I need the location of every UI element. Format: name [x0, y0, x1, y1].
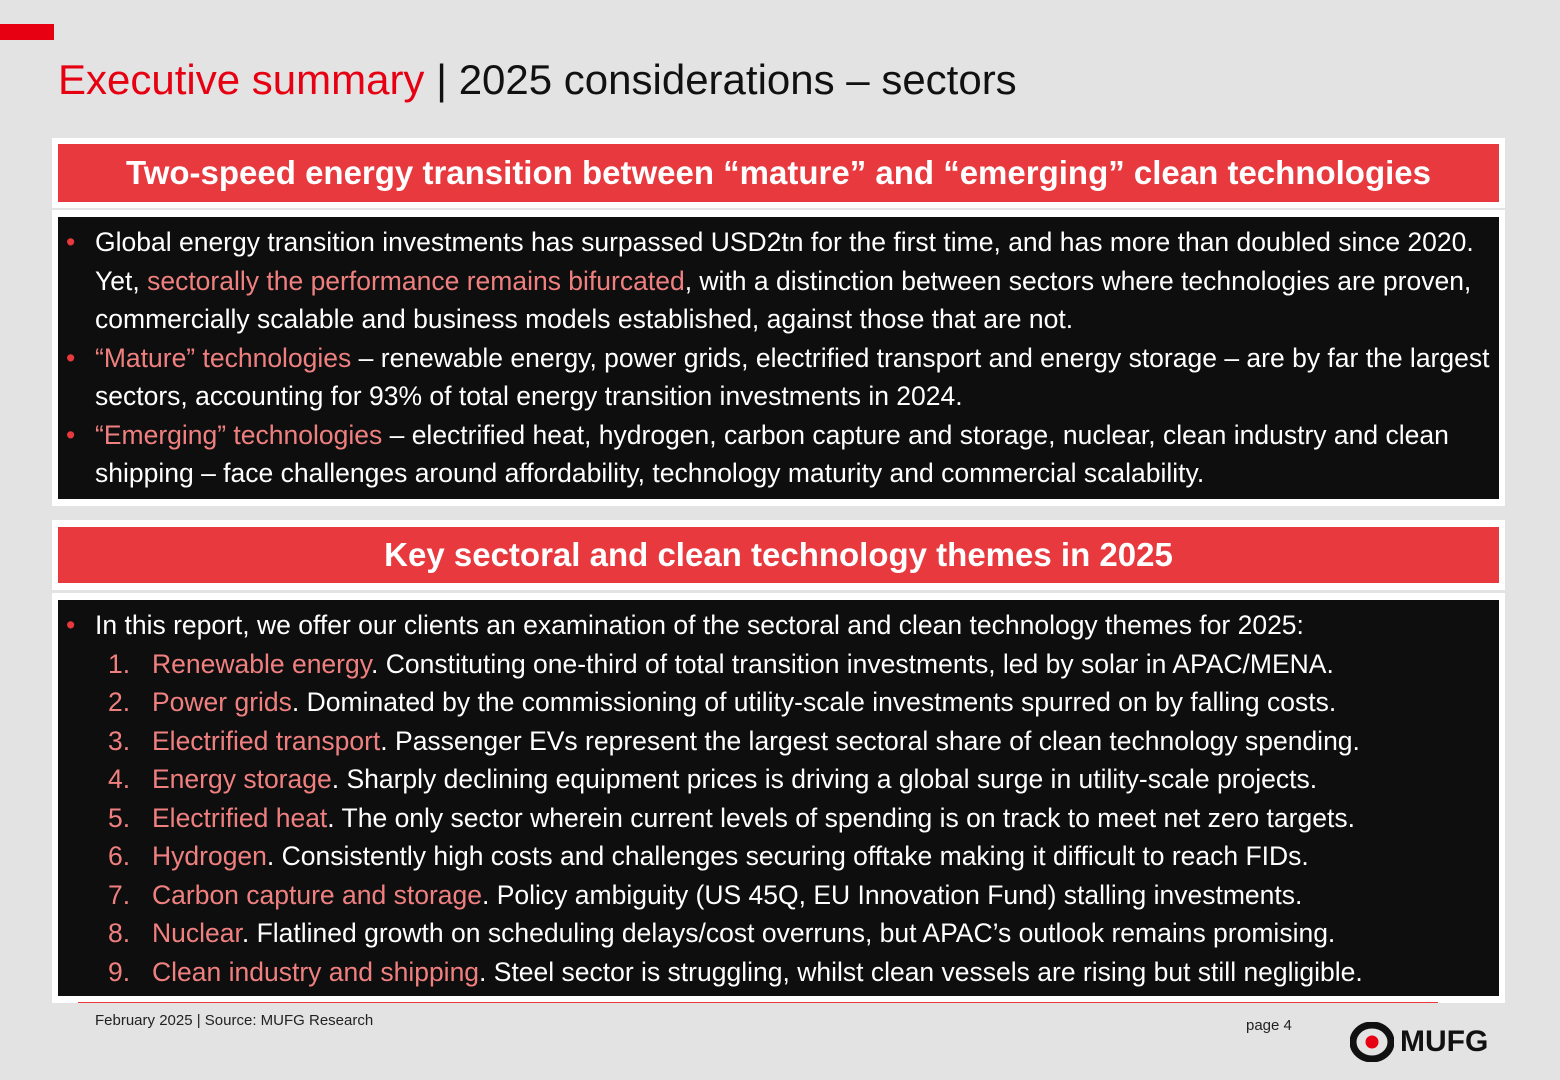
item-name: Nuclear — [152, 918, 242, 948]
footer-source: Source: MUFG Research — [204, 1012, 374, 1029]
bullet-highlight: “Mature” technologies — [95, 342, 352, 373]
mufg-symbol-icon — [1350, 1022, 1394, 1062]
title-separator: | — [424, 56, 459, 103]
item-number: 2. — [108, 687, 131, 717]
section1-header: Two-speed energy transition between “mature” and “emerging” clean technologies — [58, 144, 1499, 202]
intro-text: In this report, we offer our clients an examination of the sectoral and clean technology themes for 2025: — [95, 610, 1304, 640]
item-desc: . Consistently high costs and challenges securing offtake making it difficult to reach FIDs. — [266, 841, 1309, 871]
footer-source-line — [95, 1012, 373, 1029]
item-number: 9. — [108, 956, 131, 987]
item-desc: . Policy ambiguity (US 45Q, EU Innovation Fund) stalling investments. — [482, 879, 1303, 910]
bullet-intro — [58, 606, 1499, 645]
theme-item-electrified-transport — [58, 722, 1499, 761]
bullet-mature — [58, 339, 1491, 416]
item-desc: . Passenger EVs represent the largest sectoral share of clean technology spending. — [380, 725, 1360, 756]
bullet-text: – electrified heat, hydrogen, carbon capture and storage, nuclear, clean industry and clean shipping – face challenges around affordability, technology maturity and commercial scalability. — [95, 419, 1449, 488]
section2-header: Key sectoral and clean technology themes in 2025 — [58, 527, 1499, 583]
item-number: 1. — [108, 648, 131, 679]
item-number: 7. — [108, 879, 131, 910]
footer-divider — [78, 1002, 1438, 1003]
item-name: Renewable energy — [152, 648, 372, 679]
item-name: Electrified heat — [152, 802, 328, 833]
footer-separator: | — [192, 1012, 205, 1029]
item-name: Clean industry and shipping — [152, 956, 480, 987]
item-desc: . The only sector wherein current levels of spending is on track to meet net zero targets. — [327, 802, 1355, 833]
item-name: Energy storage — [152, 764, 332, 794]
page-number: page 4 — [1246, 1017, 1292, 1034]
bullet-highlight: “Emerging” technologies — [95, 419, 383, 450]
item-desc: . Sharply declining equipment prices is driving a global surge in utility-scale projects. — [331, 764, 1318, 794]
item-name: Carbon capture and storage — [152, 879, 482, 910]
item-number: 4. — [108, 764, 131, 794]
footer-date: February 2025 — [95, 1012, 193, 1029]
bullet-text: Global energy transition investments has surpassed USD2tn for the first time, and has more than doubled since 2020. Yet, — [95, 227, 1474, 296]
section1-body — [58, 217, 1499, 499]
title-section: Executive summary — [58, 56, 425, 103]
item-desc: . Dominated by the commissioning of utility-scale investments spurred on by falling costs. — [291, 687, 1337, 717]
item-number: 8. — [108, 918, 131, 948]
item-name: Electrified transport — [152, 725, 381, 756]
theme-item-electrified-heat — [58, 799, 1499, 838]
item-desc: . Steel sector is struggling, whilst clean vessels are rising but still negligible. — [479, 956, 1363, 987]
item-desc: . Flatlined growth on scheduling delays/cost overruns, but APAC’s outlook remains promising. — [241, 918, 1336, 948]
bullet-text: – renewable energy, power grids, electrified transport and energy storage – are by far the largest sectors, accounting for 93% of total energy transition investments in 2024. — [95, 342, 1490, 411]
theme-item-hydrogen — [58, 837, 1499, 876]
theme-item-renewable-energy — [58, 645, 1499, 684]
page-title — [58, 52, 1017, 108]
item-name: Hydrogen — [152, 841, 267, 871]
item-desc: . Constituting one-third of total transition investments, led by solar in APAC/MENA. — [371, 648, 1334, 679]
title-topic: 2025 considerations – sectors — [458, 56, 1017, 103]
mufg-logo — [1350, 1022, 1488, 1062]
section2-body — [58, 600, 1499, 996]
item-number: 5. — [108, 802, 131, 833]
theme-item-clean-industry — [58, 953, 1499, 992]
bullet-investments — [58, 223, 1491, 339]
theme-item-nuclear — [58, 914, 1499, 953]
brand-accent-bar — [0, 24, 54, 40]
bullet-emerging — [58, 416, 1491, 493]
mufg-wordmark: MUFG — [1400, 1025, 1489, 1058]
theme-item-power-grids — [58, 683, 1499, 722]
bullet-text: , with a distinction between sectors where technologies are proven, commercially scalable and business models established, against those that are not. — [95, 265, 1472, 334]
item-number: 6. — [108, 841, 131, 871]
item-name: Power grids — [152, 687, 292, 717]
theme-item-energy-storage — [58, 760, 1499, 799]
bullet-highlight: sectorally the performance remains bifurcated — [147, 265, 685, 296]
item-number: 3. — [108, 725, 131, 756]
theme-item-carbon-capture — [58, 876, 1499, 915]
